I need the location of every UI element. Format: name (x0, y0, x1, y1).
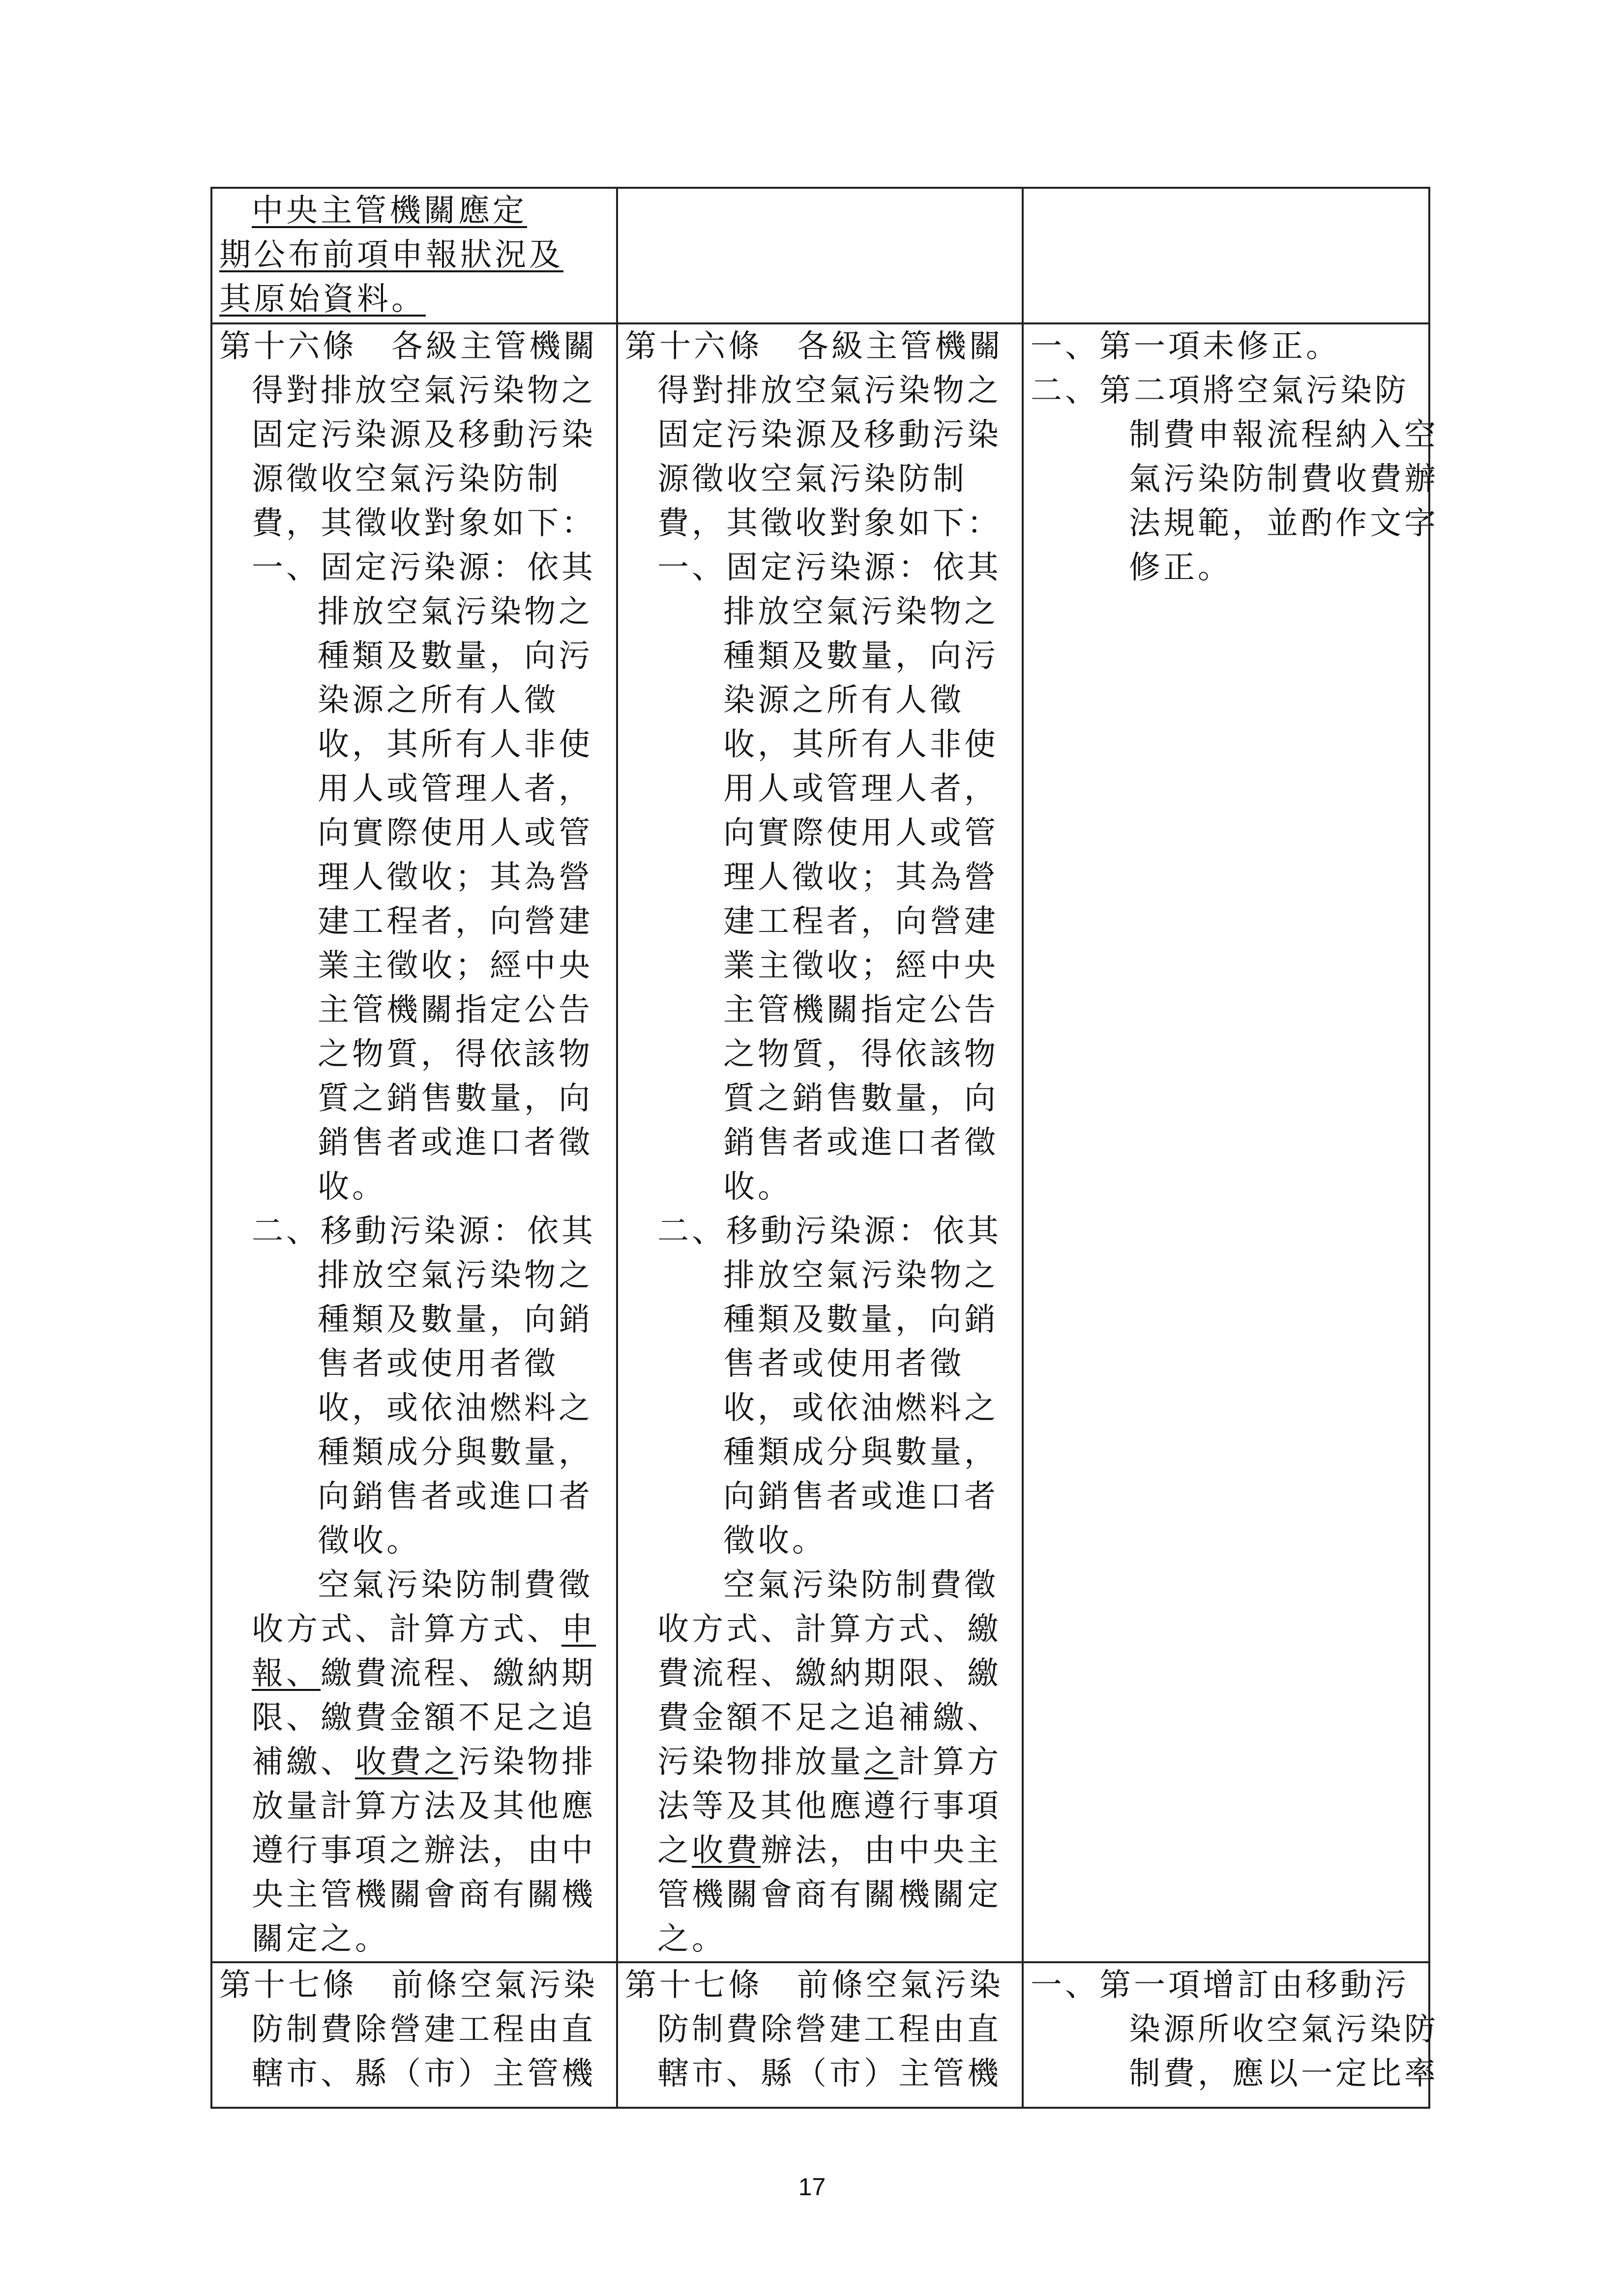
text-line: 一、第一項增訂由移動污 (1031, 1967, 1409, 2004)
text-line: 固定污染源及移動污染 (657, 417, 1002, 453)
text-line: 染源之所有人徵 (318, 682, 559, 719)
text-line: 收，或依油燃料之 (723, 1390, 999, 1426)
text-line: 央主管機關會商有關機 (252, 1877, 596, 1913)
text-line: 二、第二項將空氣污染防 (1031, 373, 1409, 409)
underlined-text: 之 (864, 1744, 898, 1780)
text-line: 二、移動污染源：依其 (252, 1213, 596, 1250)
text-line: 之收費辦法，由中央主 (657, 1832, 1002, 1869)
text-line: 源徵收空氣污染防制 (657, 461, 967, 497)
underlined-text: 申 (561, 1611, 596, 1648)
table-row (211, 1962, 1429, 2108)
text-line: 第十七條 前條空氣污染 (219, 1967, 598, 2004)
text-line: 業主徵收；經中央 (723, 948, 999, 984)
text-line: 染源所收空氣污染防 (1129, 2011, 1439, 2048)
text-line: 一、固定污染源：依其 (657, 550, 1002, 586)
text-line: 之物質，得依該物 (723, 1036, 999, 1073)
text-line: 主管機關指定公告 (318, 992, 593, 1028)
text-line: 法等及其他應遵行事項 (657, 1788, 1002, 1825)
underlined-text: 報、 (252, 1656, 321, 1692)
text-line: 收，其所有人非使 (318, 727, 593, 763)
text-line: 理人徵收；其為營 (318, 859, 593, 896)
text-line: 種類及數量，向銷 (318, 1302, 593, 1338)
text-line: 得對排放空氣污染物之 (657, 373, 1002, 409)
comparison-table (210, 187, 1439, 2109)
text-line: 售者或使用者徵 (723, 1346, 964, 1382)
text-line: 補繳、收費之污染物排 (252, 1744, 596, 1780)
text-line: 銷售者或進口者徵 (723, 1125, 999, 1161)
amended-text-cell (211, 323, 617, 1962)
text-line: 費流程、繳納期限、繳 (657, 1656, 1002, 1692)
text-line: 管機關會商有關機關定 (657, 1877, 1002, 1913)
text-line: 修正。 (1129, 550, 1232, 586)
text-line: 排放空氣污染物之 (318, 594, 593, 630)
text-line: 種類及數量，向污 (723, 638, 999, 674)
text-line: 污染物排放量之計算方 (657, 1744, 1002, 1780)
underlined-text: 其原始資料。 (219, 281, 426, 318)
text-line (219, 233, 609, 277)
text-line (219, 277, 609, 321)
text-line (219, 189, 609, 233)
explanation-cell (1023, 323, 1439, 1962)
text-line: 向銷售者或進口者 (318, 1479, 593, 1515)
text-line: 一、固定污染源：依其 (252, 550, 596, 586)
text-line: 質之銷售數量，向 (318, 1080, 593, 1117)
current-text-cell (617, 1962, 1023, 2108)
text-line: 放量計算方法及其他應 (252, 1788, 596, 1825)
text-line: 種類及數量，向污 (318, 638, 593, 674)
text-line: 源徵收空氣污染防制 (252, 461, 561, 497)
text-line: 理人徵收；其為營 (723, 859, 999, 896)
text-line: 業主徵收；經中央 (318, 948, 593, 984)
text-line: 氣污染防制費收費辦 (1129, 461, 1439, 497)
text-line: 空氣污染防制費徵 (318, 1567, 593, 1603)
text-line: 用人或管理人者， (723, 771, 999, 807)
page-number: 17 (798, 2173, 826, 2201)
text-line: 種類成分與數量， (318, 1434, 593, 1471)
text-line: 向實際使用人或管 (318, 815, 593, 851)
text-line: 建工程者，向營建 (723, 903, 999, 940)
text-line: 一、第一項未修正。 (1031, 328, 1340, 365)
underlined-text: 期公布前項申報狀況及 (219, 237, 563, 273)
text-line: 排放空氣污染物之 (723, 594, 999, 630)
text-line: 收，或依油燃料之 (318, 1390, 593, 1426)
text-line: 轄市、縣（市）主管機 (252, 2056, 596, 2092)
text-line: 空氣污染防制費徵 (723, 1567, 999, 1603)
table-row (211, 188, 1429, 323)
text-line: 制費，應以一定比率 (1129, 2056, 1439, 2092)
text-line: 排放空氣污染物之 (723, 1257, 999, 1294)
text-line: 售者或使用者徵 (318, 1346, 559, 1382)
text-line: 向實際使用人或管 (723, 815, 999, 851)
amended-text-cell (211, 188, 617, 323)
explanation-cell (1023, 1962, 1439, 2108)
text-line: 關定之。 (252, 1921, 389, 1957)
text-line: 之物質，得依該物 (318, 1036, 593, 1073)
text-line: 向銷售者或進口者 (723, 1479, 999, 1515)
text-line: 用人或管理人者， (318, 771, 593, 807)
text-line: 質之銷售數量，向 (723, 1080, 999, 1117)
text-line: 二、移動污染源：依其 (657, 1213, 1002, 1250)
text-line: 防制費除營建工程由直 (657, 2011, 1002, 2048)
text-line: 銷售者或進口者徵 (318, 1125, 593, 1161)
text-line: 徵收。 (318, 1523, 421, 1559)
text-line: 收方式、計算方式、申 (252, 1611, 596, 1648)
text-line: 費，其徵收對象如下： (252, 505, 596, 542)
text-line: 建工程者，向營建 (318, 903, 593, 940)
text-line: 報、繳費流程、繳納期 (252, 1656, 596, 1692)
current-text-cell (617, 323, 1023, 1962)
text-line: 排放空氣污染物之 (318, 1257, 593, 1294)
text-line: 收。 (723, 1169, 792, 1205)
underlined-text: 中央主管機關應定 (252, 193, 527, 229)
text-line: 種類成分與數量， (723, 1434, 999, 1471)
amended-text-cell (211, 1962, 617, 2108)
text-line: 第十六條 各級主管機關 (625, 328, 1004, 365)
text-line: 限、繳費金額不足之追 (252, 1700, 596, 1736)
text-line: 第十六條 各級主管機關 (219, 328, 598, 365)
underlined-text: 收費 (692, 1832, 761, 1869)
underlined-text: 收費之 (355, 1744, 458, 1780)
text-line: 收，其所有人非使 (723, 727, 999, 763)
text-line: 得對排放空氣污染物之 (252, 373, 596, 409)
text-line: 轄市、縣（市）主管機 (657, 2056, 1002, 2092)
explanation-cell (1023, 188, 1429, 323)
current-text-cell (617, 188, 1023, 323)
text-line: 固定污染源及移動污染 (252, 417, 596, 453)
text-line: 費金額不足之追補繳、 (657, 1700, 1002, 1736)
text-line: 費，其徵收對象如下： (657, 505, 1002, 542)
text-line: 法規範，並酌作文字 (1129, 505, 1439, 542)
text-line: 第十七條 前條空氣污染 (625, 1967, 1004, 2004)
text-line: 制費申報流程納入空 (1129, 417, 1439, 453)
text-line: 徵收。 (723, 1523, 827, 1559)
text-line: 主管機關指定公告 (723, 992, 999, 1028)
text-line: 收。 (318, 1169, 386, 1205)
table-row (211, 323, 1429, 1962)
text-line: 收方式、計算方式、繳 (657, 1611, 1002, 1648)
text-line: 染源之所有人徵 (723, 682, 964, 719)
text-line: 遵行事項之辦法，由中 (252, 1832, 596, 1869)
text-line: 防制費除營建工程由直 (252, 2011, 596, 2048)
text-line: 種類及數量，向銷 (723, 1302, 999, 1338)
text-line: 之。 (657, 1921, 726, 1957)
